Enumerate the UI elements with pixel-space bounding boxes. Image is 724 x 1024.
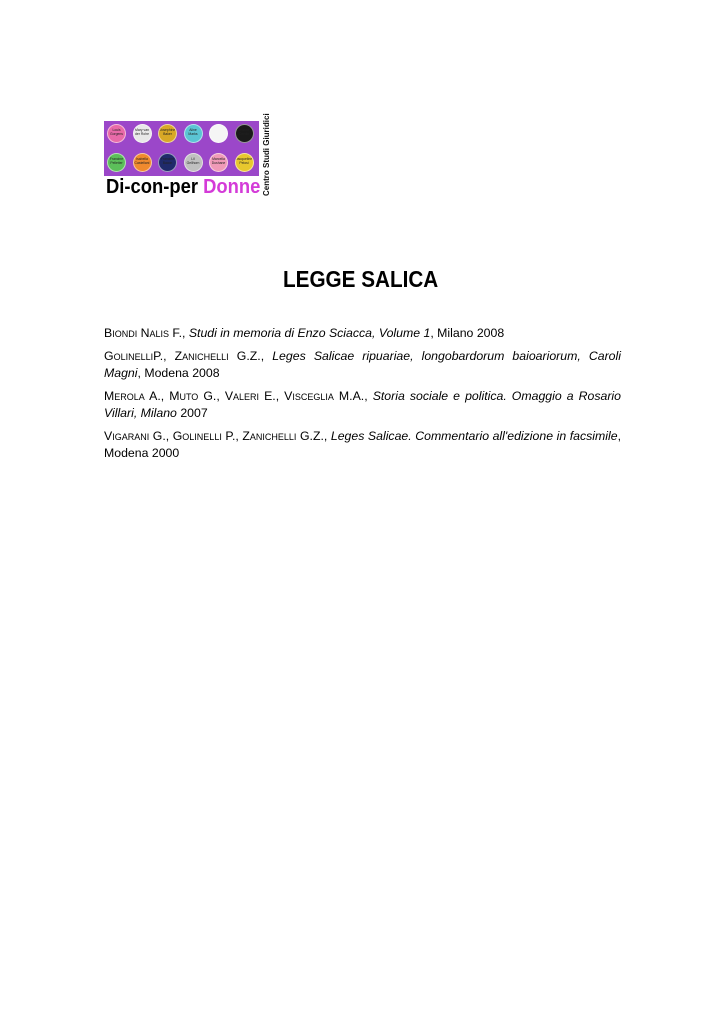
citation-text: G.Z., <box>296 429 331 443</box>
author-name: Biondi Nalis <box>104 326 170 340</box>
logo-circle-label: Marcella Dushane <box>211 157 226 165</box>
citation-text: M.A., <box>333 389 373 403</box>
citation-text: G., <box>149 429 173 443</box>
citation-text: G., <box>198 389 225 403</box>
citation-text: G.Z., <box>228 349 273 363</box>
logo-circle <box>184 153 203 172</box>
logo-circle <box>158 153 177 172</box>
logo-circle <box>133 153 152 172</box>
logo-circle-label: Mary van der Rohe <box>135 128 149 136</box>
logo-circle <box>107 153 126 172</box>
author-name: Muto <box>169 389 199 403</box>
logo-circle <box>235 124 254 143</box>
citation-text: P., <box>153 349 175 363</box>
logo-circle-label: Isabella Castellani <box>134 157 150 165</box>
logo-panel <box>104 121 259 176</box>
bibliography-list <box>104 325 621 468</box>
logo-circle <box>235 153 254 172</box>
citation-text: , Modena 2008 <box>137 366 220 380</box>
citation-text: E., <box>259 389 285 403</box>
bibliography-entry <box>104 428 621 462</box>
work-title: Studi in memoria di Enzo Sciacca, Volume 1 <box>188 326 431 340</box>
bibliography-entry <box>104 325 621 342</box>
author-name: Zanichelli <box>242 429 297 443</box>
citation-text: P., <box>221 429 243 443</box>
logo-circle-label: Josephine Baker <box>159 128 176 136</box>
bibliography-entry <box>104 388 621 422</box>
work-title: Leges Salicae ripuariae, longobardorum baioariorum, Caroli Magni <box>104 349 621 380</box>
logo-circle-label: Aline Marks <box>188 128 198 136</box>
author-name: Golinelli <box>172 429 222 443</box>
brand-main: Di-con-per <box>106 176 204 198</box>
author-name: Golinelli <box>104 349 154 363</box>
brand-accent: Donne <box>203 176 261 198</box>
logo-circle <box>107 124 126 143</box>
brand-name <box>106 176 260 199</box>
logo-circle-label: Jacqueline Pelosi <box>235 157 253 165</box>
author-name: Valeri <box>224 389 260 403</box>
logo-circle <box>158 124 177 143</box>
side-caption: Centro Studi Giuridici <box>262 113 271 196</box>
logo-circle-label: Lil Gellhorn <box>186 157 200 165</box>
citation-text: 2007 <box>176 406 208 420</box>
logo-circle <box>209 124 228 143</box>
citation-text: F., <box>169 326 189 340</box>
logo-circle-label: Louis Gorgens <box>109 128 123 136</box>
logo-circle <box>184 124 203 143</box>
logo-circle <box>209 153 228 172</box>
author-name: Visceglia <box>284 389 334 403</box>
author-name: Merola <box>104 389 145 403</box>
author-name: Vigarani <box>104 429 150 443</box>
logo-circle-label: Francine Pelletier <box>109 157 124 165</box>
page-title: LEGGE SALICA <box>283 266 439 292</box>
citation-text: A., <box>144 389 170 403</box>
logo-circle <box>133 124 152 143</box>
work-title: Leges Salicae. Commentario all'edizione in facsimile <box>330 429 618 443</box>
logo-circle-label: Jeanne Deroin <box>238 128 250 136</box>
bibliography-entry <box>104 348 621 382</box>
author-name: Zanichelli <box>174 349 229 363</box>
work-title: Storia sociale e politica. Omaggio a Rosario Villari, Milano <box>104 389 622 420</box>
logo-circle-label: Francine Bacon <box>160 157 175 165</box>
citation-text: , Modena 2000 <box>104 429 621 460</box>
citation-text: , Milano 2008 <box>430 326 505 340</box>
